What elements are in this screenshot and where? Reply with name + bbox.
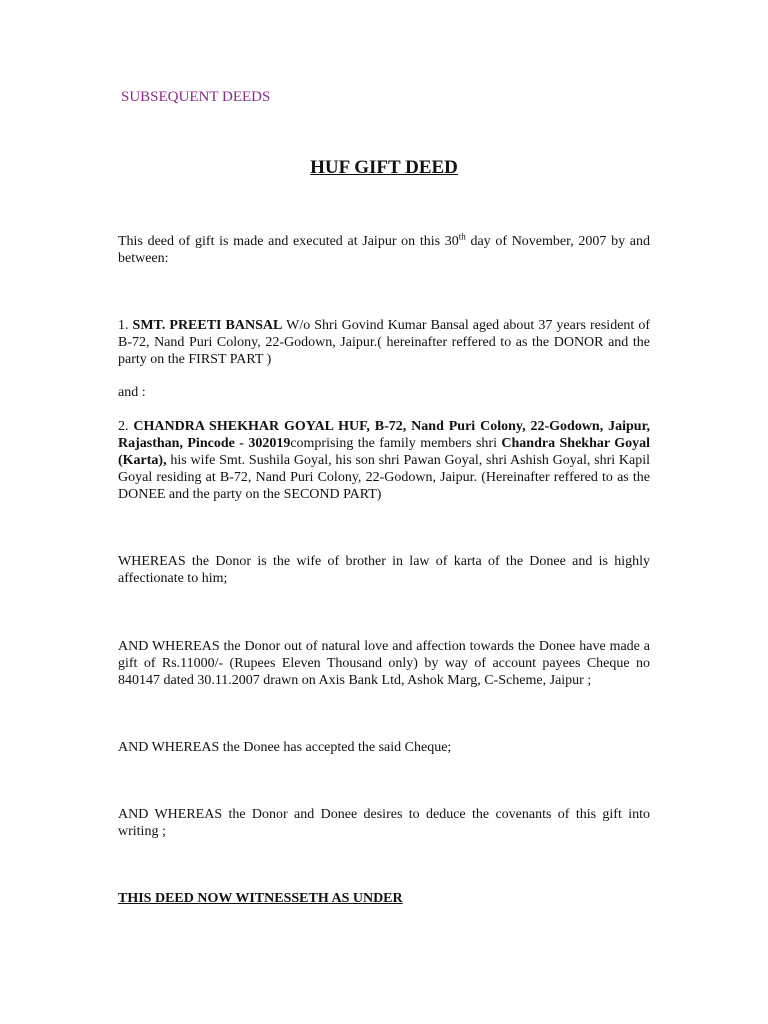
whereas-paragraph-1: WHEREAS the Donor is the wife of brother in law of karta of the Donee and is highly affectionate to him; [118, 554, 650, 586]
whereas-paragraph-2: AND WHEREAS the Donor out of natural love and affection towards the Donee have made a gift of Rs.11000/- (Rupees Eleven Thousand only) by way of account payees Cheque no 840147 dated 30.11.2007 drawn on Axis Bank Ltd, Ashok Marg, C-Scheme, Jaipur ; [118, 639, 650, 688]
party-one-name: SMT. PREETI BANSAL [132, 318, 283, 333]
party-one-text: W/o Shri Govind Kumar Bansal aged about 37 years resident of B-72, Nand Puri Colony, 22-Godown, Jaipur.( hereinafter reffered to as the DONOR and the party on the FIRST PART ) [118, 318, 651, 367]
party-one-number: 1. [118, 318, 133, 333]
section-label: SUBSEQUENT DEEDS [121, 89, 271, 105]
witness-heading: THIS DEED NOW WITNESSETH AS UNDER [118, 891, 403, 906]
whereas-paragraph-4: AND WHEREAS the Donor and Donee desires to deduce the covenants of this gift into writing ; [118, 807, 650, 839]
intro-superscript: th [458, 231, 466, 242]
intro-paragraph [118, 233, 650, 267]
intro-text-start: This deed of gift is made and executed at Jaipur on this 30 [118, 234, 459, 249]
party-two-text-1: comprising the family members shri [290, 436, 502, 451]
intro-text-end: day of November, 2007 by and between: [118, 234, 650, 266]
party-two-paragraph [118, 418, 650, 503]
whereas-paragraph-3: AND WHEREAS the Donee has accepted the said Cheque; [118, 740, 452, 755]
party-two-karta: Chandra Shekhar Goyal (Karta), [118, 436, 651, 468]
party-two-text-2: his wife Smt. Sushila Goyal, his son shri Pawan Goyal, shri Ashish Goyal, shri Kapil Goyal residing at B-72, Nand Puri Colony, 22-Godown, Jaipur. (Hereinafter reffered to as the DONEE and the party on the SECOND PART) [118, 453, 650, 502]
party-two-number: 2. [118, 419, 134, 434]
and-label: and : [118, 385, 146, 400]
party-one-paragraph [118, 317, 650, 368]
party-two-name: CHANDRA SHEKHAR GOYAL HUF, B-72, Nand Puri Colony, 22-Godown, Jaipur, Rajasthan, Pincode - 302019 [118, 419, 650, 451]
document-title: HUF GIFT DEED [310, 157, 458, 178]
